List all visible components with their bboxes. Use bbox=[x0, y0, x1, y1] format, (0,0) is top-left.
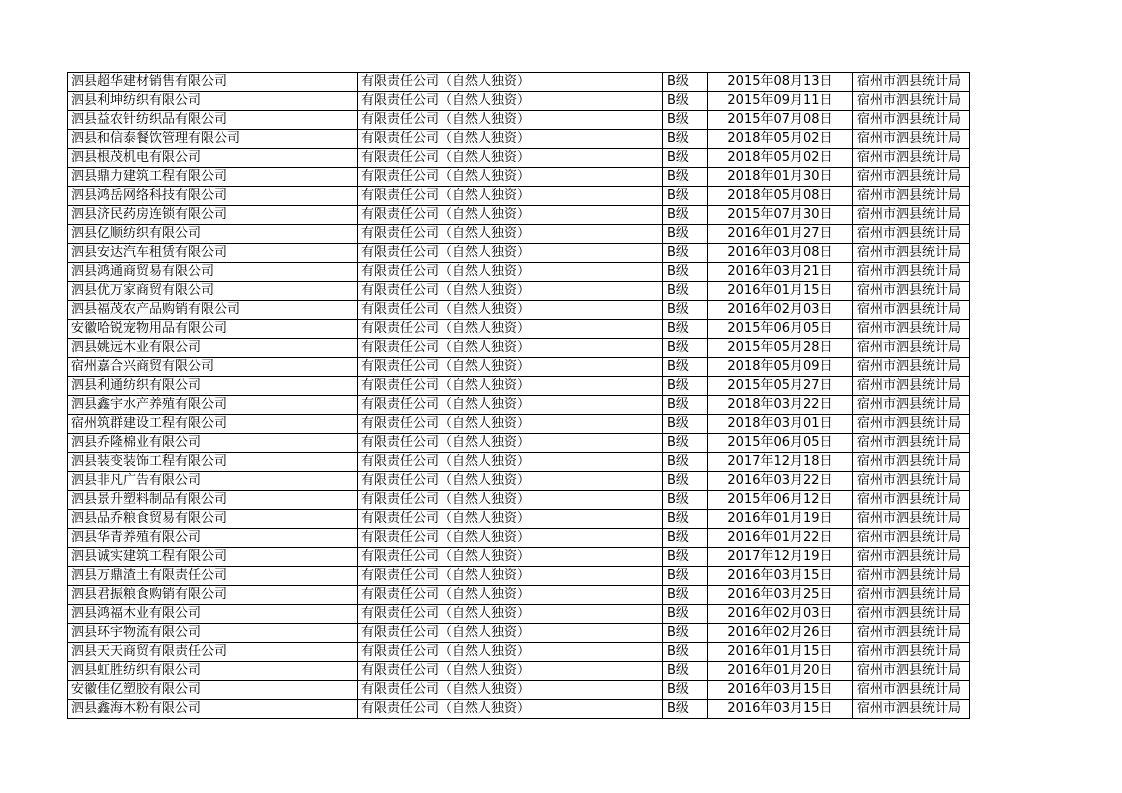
company-name-cell: 泗县鸿岳网络科技有限公司 bbox=[68, 187, 358, 206]
company-name-cell: 泗县姚远木业有限公司 bbox=[68, 339, 358, 358]
authority-cell: 宿州市泗县统计局 bbox=[853, 681, 970, 700]
table-row bbox=[68, 225, 970, 244]
date-cell: 2016年03月15日 bbox=[708, 681, 853, 700]
credit-grade-cell: B级 bbox=[663, 415, 708, 434]
company-name-cell: 泗县优万家商贸有限公司 bbox=[68, 282, 358, 301]
credit-grade-cell: B级 bbox=[663, 168, 708, 187]
company-name-cell: 泗县鑫海木粉有限公司 bbox=[68, 700, 358, 719]
credit-grade-cell: B级 bbox=[663, 358, 708, 377]
company-type-cell: 有限责任公司（自然人独资） bbox=[358, 548, 663, 567]
credit-grade-cell: B级 bbox=[663, 491, 708, 510]
company-name-cell: 泗县虹胜纺织有限公司 bbox=[68, 662, 358, 681]
company-name-cell: 泗县鼎力建筑工程有限公司 bbox=[68, 168, 358, 187]
date-cell: 2018年03月01日 bbox=[708, 415, 853, 434]
authority-cell: 宿州市泗县统计局 bbox=[853, 206, 970, 225]
company-type-cell: 有限责任公司（自然人独资） bbox=[358, 700, 663, 719]
credit-grade-cell: B级 bbox=[663, 681, 708, 700]
authority-cell: 宿州市泗县统计局 bbox=[853, 396, 970, 415]
authority-cell: 宿州市泗县统计局 bbox=[853, 491, 970, 510]
company-type-cell: 有限责任公司（自然人独资） bbox=[358, 149, 663, 168]
company-type-cell: 有限责任公司（自然人独资） bbox=[358, 681, 663, 700]
company-type-cell: 有限责任公司（自然人独资） bbox=[358, 111, 663, 130]
authority-cell: 宿州市泗县统计局 bbox=[853, 624, 970, 643]
company-name-cell: 泗县利通纺织有限公司 bbox=[68, 377, 358, 396]
company-name-cell: 泗县安达汽车租赁有限公司 bbox=[68, 244, 358, 263]
table-row bbox=[68, 301, 970, 320]
company-type-cell: 有限责任公司（自然人独资） bbox=[358, 491, 663, 510]
table-row bbox=[68, 567, 970, 586]
table-row bbox=[68, 263, 970, 282]
table-row bbox=[68, 339, 970, 358]
authority-cell: 宿州市泗县统计局 bbox=[853, 225, 970, 244]
company-credit-table bbox=[67, 72, 970, 719]
authority-cell: 宿州市泗县统计局 bbox=[853, 168, 970, 187]
company-name-cell: 泗县天天商贸有限责任公司 bbox=[68, 643, 358, 662]
credit-grade-cell: B级 bbox=[663, 206, 708, 225]
table-row bbox=[68, 377, 970, 396]
company-name-cell: 泗县益农针纺织品有限公司 bbox=[68, 111, 358, 130]
company-name-cell: 泗县亿顺纺织有限公司 bbox=[68, 225, 358, 244]
authority-cell: 宿州市泗县统计局 bbox=[853, 643, 970, 662]
authority-cell: 宿州市泗县统计局 bbox=[853, 187, 970, 206]
table-row bbox=[68, 415, 970, 434]
authority-cell: 宿州市泗县统计局 bbox=[853, 434, 970, 453]
date-cell: 2016年03月15日 bbox=[708, 700, 853, 719]
date-cell: 2015年05月28日 bbox=[708, 339, 853, 358]
company-type-cell: 有限责任公司（自然人独资） bbox=[358, 92, 663, 111]
company-type-cell: 有限责任公司（自然人独资） bbox=[358, 358, 663, 377]
company-name-cell: 泗县福茂农产品购销有限公司 bbox=[68, 301, 358, 320]
company-type-cell: 有限责任公司（自然人独资） bbox=[358, 263, 663, 282]
authority-cell: 宿州市泗县统计局 bbox=[853, 586, 970, 605]
company-name-cell: 宿州嘉合兴商贸有限公司 bbox=[68, 358, 358, 377]
authority-cell: 宿州市泗县统计局 bbox=[853, 472, 970, 491]
credit-grade-cell: B级 bbox=[663, 700, 708, 719]
company-type-cell: 有限责任公司（自然人独资） bbox=[358, 624, 663, 643]
date-cell: 2018年03月22日 bbox=[708, 396, 853, 415]
company-name-cell: 泗县品乔粮食贸易有限公司 bbox=[68, 510, 358, 529]
table-row bbox=[68, 472, 970, 491]
company-name-cell: 泗县利坤纺织有限公司 bbox=[68, 92, 358, 111]
table-row bbox=[68, 130, 970, 149]
company-type-cell: 有限责任公司（自然人独资） bbox=[358, 434, 663, 453]
credit-grade-cell: B级 bbox=[663, 510, 708, 529]
credit-grade-cell: B级 bbox=[663, 130, 708, 149]
authority-cell: 宿州市泗县统计局 bbox=[853, 339, 970, 358]
company-type-cell: 有限责任公司（自然人独资） bbox=[358, 206, 663, 225]
table-row bbox=[68, 244, 970, 263]
date-cell: 2018年05月09日 bbox=[708, 358, 853, 377]
company-type-cell: 有限责任公司（自然人独资） bbox=[358, 472, 663, 491]
company-name-cell: 泗县济民药房连锁有限公司 bbox=[68, 206, 358, 225]
company-type-cell: 有限责任公司（自然人独资） bbox=[358, 529, 663, 548]
authority-cell: 宿州市泗县统计局 bbox=[853, 73, 970, 92]
company-name-cell: 泗县鸿通商贸易有限公司 bbox=[68, 263, 358, 282]
table-row bbox=[68, 548, 970, 567]
company-name-cell: 泗县乔隆棉业有限公司 bbox=[68, 434, 358, 453]
company-type-cell: 有限责任公司（自然人独资） bbox=[358, 282, 663, 301]
date-cell: 2016年03月21日 bbox=[708, 263, 853, 282]
company-type-cell: 有限责任公司（自然人独资） bbox=[358, 662, 663, 681]
credit-grade-cell: B级 bbox=[663, 434, 708, 453]
company-type-cell: 有限责任公司（自然人独资） bbox=[358, 130, 663, 149]
date-cell: 2016年01月27日 bbox=[708, 225, 853, 244]
company-type-cell: 有限责任公司（自然人独资） bbox=[358, 168, 663, 187]
date-cell: 2018年05月08日 bbox=[708, 187, 853, 206]
date-cell: 2016年02月03日 bbox=[708, 301, 853, 320]
credit-grade-cell: B级 bbox=[663, 244, 708, 263]
date-cell: 2017年12月19日 bbox=[708, 548, 853, 567]
credit-grade-cell: B级 bbox=[663, 567, 708, 586]
company-type-cell: 有限责任公司（自然人独资） bbox=[358, 453, 663, 472]
date-cell: 2015年09月11日 bbox=[708, 92, 853, 111]
credit-grade-cell: B级 bbox=[663, 586, 708, 605]
credit-grade-cell: B级 bbox=[663, 643, 708, 662]
table-row bbox=[68, 187, 970, 206]
date-cell: 2017年12月18日 bbox=[708, 453, 853, 472]
table-row bbox=[68, 510, 970, 529]
table-body bbox=[68, 73, 970, 719]
credit-grade-cell: B级 bbox=[663, 282, 708, 301]
authority-cell: 宿州市泗县统计局 bbox=[853, 415, 970, 434]
date-cell: 2018年05月02日 bbox=[708, 130, 853, 149]
company-type-cell: 有限责任公司（自然人独资） bbox=[358, 339, 663, 358]
credit-grade-cell: B级 bbox=[663, 92, 708, 111]
company-name-cell: 安徽哈锐宠物用品有限公司 bbox=[68, 320, 358, 339]
date-cell: 2015年05月27日 bbox=[708, 377, 853, 396]
date-cell: 2015年06月12日 bbox=[708, 491, 853, 510]
company-name-cell: 泗县鑫宇水产养殖有限公司 bbox=[68, 396, 358, 415]
company-name-cell: 泗县装变装饰工程有限公司 bbox=[68, 453, 358, 472]
authority-cell: 宿州市泗县统计局 bbox=[853, 130, 970, 149]
table-row bbox=[68, 358, 970, 377]
credit-grade-cell: B级 bbox=[663, 225, 708, 244]
company-type-cell: 有限责任公司（自然人独资） bbox=[358, 605, 663, 624]
table-row bbox=[68, 434, 970, 453]
table-row bbox=[68, 624, 970, 643]
table-row bbox=[68, 282, 970, 301]
company-type-cell: 有限责任公司（自然人独资） bbox=[358, 510, 663, 529]
credit-grade-cell: B级 bbox=[663, 187, 708, 206]
table-row bbox=[68, 491, 970, 510]
authority-cell: 宿州市泗县统计局 bbox=[853, 301, 970, 320]
company-type-cell: 有限责任公司（自然人独资） bbox=[358, 586, 663, 605]
company-type-cell: 有限责任公司（自然人独资） bbox=[358, 301, 663, 320]
credit-grade-cell: B级 bbox=[663, 301, 708, 320]
authority-cell: 宿州市泗县统计局 bbox=[853, 453, 970, 472]
company-type-cell: 有限责任公司（自然人独资） bbox=[358, 415, 663, 434]
table-row bbox=[68, 681, 970, 700]
company-name-cell: 宿州筑群建设工程有限公司 bbox=[68, 415, 358, 434]
company-name-cell: 泗县万鼎渣土有限责任公司 bbox=[68, 567, 358, 586]
company-name-cell: 泗县根茂机电有限公司 bbox=[68, 149, 358, 168]
company-type-cell: 有限责任公司（自然人独资） bbox=[358, 567, 663, 586]
table-row bbox=[68, 605, 970, 624]
company-type-cell: 有限责任公司（自然人独资） bbox=[358, 73, 663, 92]
company-type-cell: 有限责任公司（自然人独资） bbox=[358, 320, 663, 339]
authority-cell: 宿州市泗县统计局 bbox=[853, 149, 970, 168]
table-row bbox=[68, 149, 970, 168]
company-name-cell: 泗县鸿福木业有限公司 bbox=[68, 605, 358, 624]
date-cell: 2016年01月15日 bbox=[708, 282, 853, 301]
date-cell: 2015年06月05日 bbox=[708, 320, 853, 339]
date-cell: 2016年03月25日 bbox=[708, 586, 853, 605]
table-row bbox=[68, 662, 970, 681]
authority-cell: 宿州市泗县统计局 bbox=[853, 548, 970, 567]
date-cell: 2016年01月19日 bbox=[708, 510, 853, 529]
date-cell: 2016年03月22日 bbox=[708, 472, 853, 491]
credit-grade-cell: B级 bbox=[663, 605, 708, 624]
credit-grade-cell: B级 bbox=[663, 472, 708, 491]
company-name-cell: 泗县君振粮食购销有限公司 bbox=[68, 586, 358, 605]
table-row bbox=[68, 453, 970, 472]
table-row bbox=[68, 529, 970, 548]
credit-grade-cell: B级 bbox=[663, 529, 708, 548]
company-name-cell: 泗县非凡广告有限公司 bbox=[68, 472, 358, 491]
authority-cell: 宿州市泗县统计局 bbox=[853, 529, 970, 548]
credit-grade-cell: B级 bbox=[663, 624, 708, 643]
credit-grade-cell: B级 bbox=[663, 548, 708, 567]
date-cell: 2016年01月22日 bbox=[708, 529, 853, 548]
credit-grade-cell: B级 bbox=[663, 339, 708, 358]
credit-grade-cell: B级 bbox=[663, 263, 708, 282]
date-cell: 2015年07月30日 bbox=[708, 206, 853, 225]
table-row bbox=[68, 206, 970, 225]
credit-grade-cell: B级 bbox=[663, 149, 708, 168]
authority-cell: 宿州市泗县统计局 bbox=[853, 358, 970, 377]
date-cell: 2018年05月02日 bbox=[708, 149, 853, 168]
authority-cell: 宿州市泗县统计局 bbox=[853, 510, 970, 529]
company-type-cell: 有限责任公司（自然人独资） bbox=[358, 377, 663, 396]
date-cell: 2015年07月08日 bbox=[708, 111, 853, 130]
credit-grade-cell: B级 bbox=[663, 453, 708, 472]
credit-grade-cell: B级 bbox=[663, 320, 708, 339]
authority-cell: 宿州市泗县统计局 bbox=[853, 263, 970, 282]
table-row bbox=[68, 586, 970, 605]
company-name-cell: 泗县诚实建筑工程有限公司 bbox=[68, 548, 358, 567]
authority-cell: 宿州市泗县统计局 bbox=[853, 700, 970, 719]
table-row bbox=[68, 700, 970, 719]
authority-cell: 宿州市泗县统计局 bbox=[853, 244, 970, 263]
date-cell: 2016年03月08日 bbox=[708, 244, 853, 263]
company-type-cell: 有限责任公司（自然人独资） bbox=[358, 225, 663, 244]
credit-grade-cell: B级 bbox=[663, 111, 708, 130]
authority-cell: 宿州市泗县统计局 bbox=[853, 567, 970, 586]
date-cell: 2015年08月13日 bbox=[708, 73, 853, 92]
authority-cell: 宿州市泗县统计局 bbox=[853, 320, 970, 339]
authority-cell: 宿州市泗县统计局 bbox=[853, 377, 970, 396]
date-cell: 2016年01月15日 bbox=[708, 643, 853, 662]
table-row bbox=[68, 643, 970, 662]
credit-grade-cell: B级 bbox=[663, 662, 708, 681]
date-cell: 2016年01月20日 bbox=[708, 662, 853, 681]
authority-cell: 宿州市泗县统计局 bbox=[853, 92, 970, 111]
date-cell: 2016年02月03日 bbox=[708, 605, 853, 624]
table-row bbox=[68, 111, 970, 130]
company-name-cell: 泗县超华建材销售有限公司 bbox=[68, 73, 358, 92]
authority-cell: 宿州市泗县统计局 bbox=[853, 662, 970, 681]
date-cell: 2018年01月30日 bbox=[708, 168, 853, 187]
table-row bbox=[68, 320, 970, 339]
company-type-cell: 有限责任公司（自然人独资） bbox=[358, 187, 663, 206]
credit-grade-cell: B级 bbox=[663, 73, 708, 92]
company-type-cell: 有限责任公司（自然人独资） bbox=[358, 396, 663, 415]
company-name-cell: 泗县环宇物流有限公司 bbox=[68, 624, 358, 643]
table-row bbox=[68, 168, 970, 187]
company-name-cell: 泗县景升塑料制品有限公司 bbox=[68, 491, 358, 510]
company-name-cell: 泗县华青养殖有限公司 bbox=[68, 529, 358, 548]
credit-grade-cell: B级 bbox=[663, 396, 708, 415]
company-name-cell: 泗县和信泰餐饮管理有限公司 bbox=[68, 130, 358, 149]
company-type-cell: 有限责任公司（自然人独资） bbox=[358, 643, 663, 662]
authority-cell: 宿州市泗县统计局 bbox=[853, 605, 970, 624]
table-row bbox=[68, 396, 970, 415]
authority-cell: 宿州市泗县统计局 bbox=[853, 282, 970, 301]
authority-cell: 宿州市泗县统计局 bbox=[853, 111, 970, 130]
date-cell: 2015年06月05日 bbox=[708, 434, 853, 453]
table-row bbox=[68, 73, 970, 92]
company-name-cell: 安徽佳亿塑胶有限公司 bbox=[68, 681, 358, 700]
table-row bbox=[68, 92, 970, 111]
date-cell: 2016年03月15日 bbox=[708, 567, 853, 586]
company-type-cell: 有限责任公司（自然人独资） bbox=[358, 244, 663, 263]
date-cell: 2016年02月26日 bbox=[708, 624, 853, 643]
credit-grade-cell: B级 bbox=[663, 377, 708, 396]
